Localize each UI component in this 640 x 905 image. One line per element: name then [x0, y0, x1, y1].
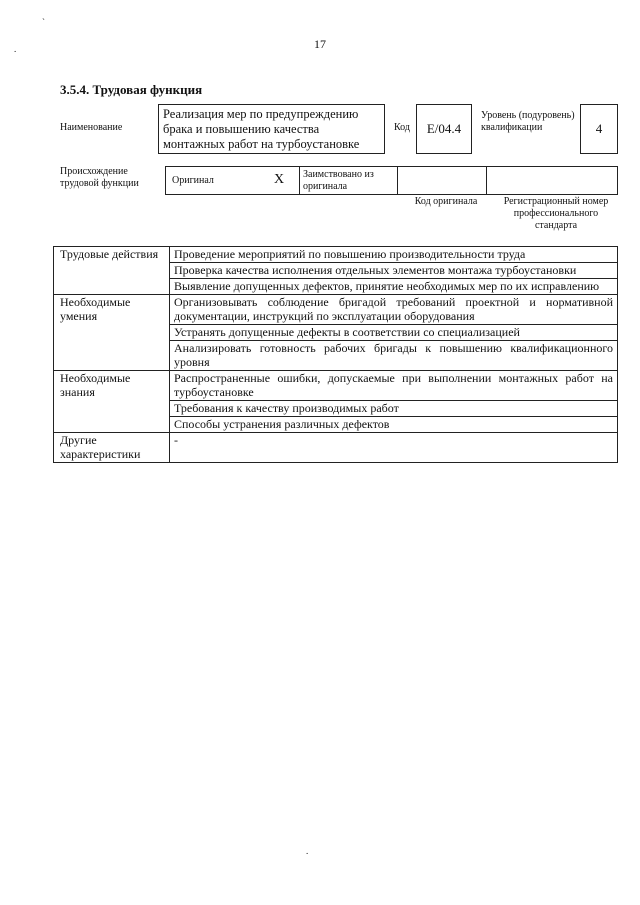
labor-action-item: Проверка качества исполнения отдельных элементов монтажа турбоустановки: [170, 263, 618, 279]
table-row: [54, 371, 618, 401]
other-category: Другие характеристики: [54, 433, 170, 463]
function-details-table: [53, 246, 618, 463]
qualification-level-box: 4: [580, 104, 618, 154]
scan-mark: .: [306, 846, 309, 856]
skills-category: Необходимые умения: [54, 295, 170, 371]
other-value: -: [170, 433, 618, 463]
borrowed-label: Заимствовано из оригинала: [303, 169, 374, 192]
knowledge-item: Распространенные ошибки, допускаемые при выполнении монтажных работ на турбоустановке: [170, 371, 618, 401]
section-title: 3.5.4. Трудовая функция: [60, 82, 203, 97]
origin-label: Происхождение трудовой функции: [60, 166, 139, 189]
scan-mark: `: [42, 17, 45, 27]
reg-number-label: Регистрационный номер профессионального стандарта: [503, 196, 609, 231]
code-original-label: Код оригинала: [414, 196, 478, 207]
original-checkmark: X: [274, 172, 285, 187]
page-number: 17: [314, 37, 326, 51]
name-label: Наименование: [60, 122, 123, 133]
function-name-box: Реализация мер по предупреждению брака и повышению качества монтажных работ на турбоустановке: [158, 104, 385, 154]
level-label: Уровень (подуровень) квалификации: [481, 110, 575, 133]
original-cell: [166, 167, 300, 194]
scan-mark: .: [14, 44, 17, 54]
table-row: [54, 295, 618, 325]
skill-item: Устранять допущенные дефекты в соответствии со специализацией: [170, 325, 618, 341]
code-label: Код: [394, 122, 410, 133]
knowledge-item: Требования к качеству производимых работ: [170, 401, 618, 417]
code-original-cell: [398, 167, 487, 194]
labor-actions-category: Трудовые действия: [54, 247, 170, 295]
knowledge-category: Необходимые знания: [54, 371, 170, 433]
labor-action-item: Проведение мероприятий по повышению производительности труда: [170, 247, 618, 263]
knowledge-item: Способы устранения различных дефектов: [170, 417, 618, 433]
origin-table: [165, 166, 618, 195]
skill-item: Анализировать готовность рабочих бригады к повышению квалификационного уровня: [170, 341, 618, 371]
table-row: [54, 433, 618, 463]
table-row: [54, 247, 618, 263]
labor-action-item: Выявление допущенных дефектов, принятие необходимых мер по их исправлению: [170, 279, 618, 295]
function-code-box: E/04.4: [416, 104, 472, 154]
borrowed-cell: [300, 167, 398, 194]
skill-item: Организовывать соблюдение бригадой требований проектной и нормативной документации, инструкций по эксплуатации оборудования: [170, 295, 618, 325]
original-label: Оригинал: [172, 175, 214, 186]
reg-number-cell: [487, 167, 617, 194]
